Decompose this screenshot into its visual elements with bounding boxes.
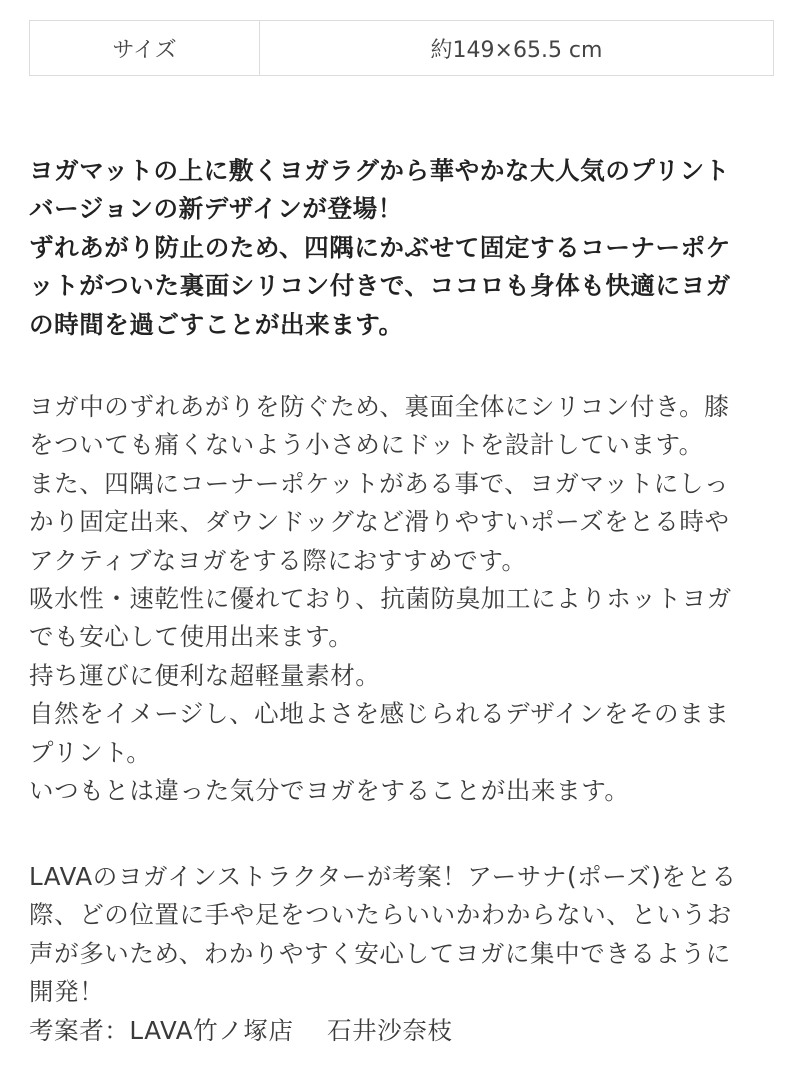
- features-line: 自然をイメージし、心地よさを感じられるデザインをそのまま: [29, 699, 730, 729]
- origin-line: LAVAのヨガインストラクターが考案！アーサナ(ポーズ)をとる: [29, 862, 737, 891]
- features-line: また、四隅にコーナーポケットがある事で、ヨガマットにしっ: [29, 468, 730, 498]
- features-line: いつもとは違った気分でヨガをすることが出来ます。: [29, 776, 630, 806]
- lead-line: バージョンの新デザインが登場！: [29, 194, 403, 224]
- features-paragraph: [29, 388, 774, 810]
- size-spec-table: [29, 20, 774, 76]
- lead-line: ヨガマットの上に敷くヨガラグから華やかな大人気のプリント: [29, 156, 730, 185]
- features-line: 持ち運びに便利な超軽量素材。: [29, 660, 381, 690]
- origin-line: 開発！: [29, 977, 105, 1007]
- features-line: プリント。: [29, 737, 152, 767]
- features-line: ヨガ中のずれあがりを防ぐため、裏面全体にシリコン付き。膝: [29, 392, 730, 421]
- features-line: アクティブなヨガをする際におすすめです。: [29, 545, 527, 575]
- lead-line: ットがついた裏面シリコン付きで、ココロも身体も快適にヨガ: [29, 271, 731, 301]
- origin-line: 声が多いため、わかりやすく安心してヨガに集中できるように: [29, 938, 731, 968]
- origin-paragraph: [29, 858, 774, 1050]
- lead-line: の時間を過ごすことが出来ます。: [29, 309, 404, 339]
- features-line: 吸水性・速乾性に優れており、抗菌防臭加工によりホットヨガ: [29, 584, 732, 614]
- features-line: をついても痛くないよう小さめにドットを設計しています。: [29, 430, 704, 460]
- size-label: サイズ: [30, 21, 260, 75]
- lead-line: ずれあがり防止のため、四隅にかぶせて固定するコーナーポケ: [29, 232, 731, 262]
- features-line: かり固定出来、ダウンドッグなど滑りやすいポーズをとる時や: [29, 507, 730, 537]
- designer-credit: 考案者：LAVA竹ノ塚店 石井沙奈枝: [29, 1015, 453, 1045]
- origin-line: 際、どの位置に手や足をついたらいいかわからない、というお: [29, 900, 732, 930]
- size-value: 約149×65.5 cm: [430, 37, 603, 63]
- lead-paragraph: [29, 152, 774, 344]
- features-line: でも安心して使用出来ます。: [29, 622, 354, 652]
